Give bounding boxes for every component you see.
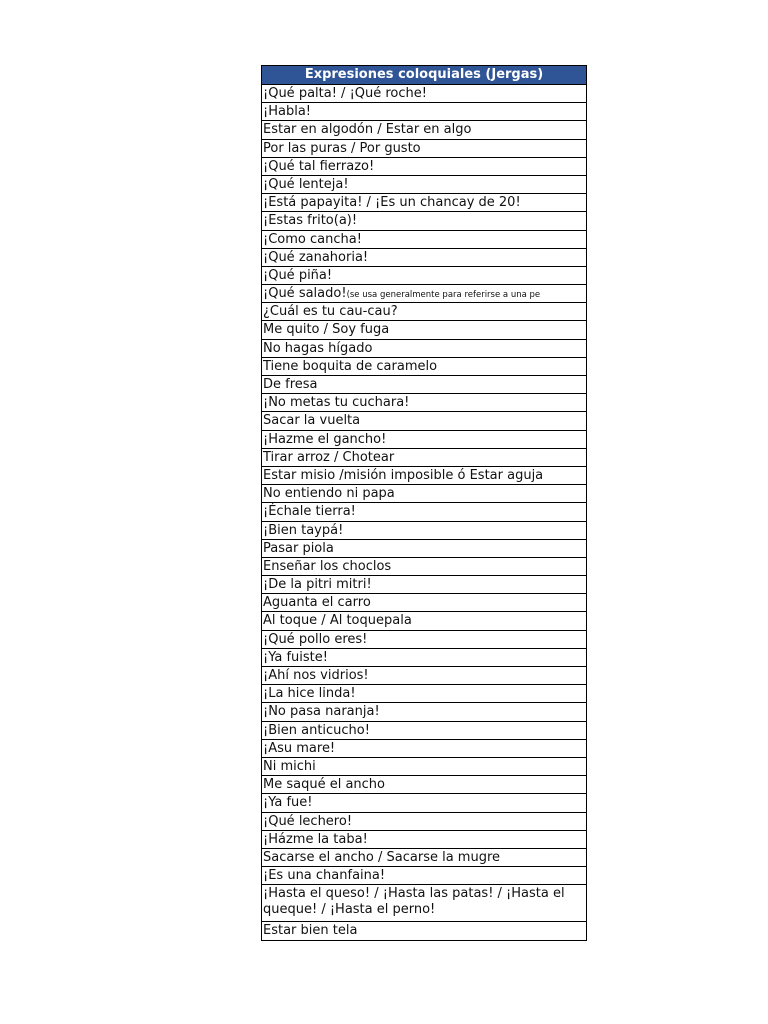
cell-text: ¡Estas frito(a)! [263, 213, 358, 229]
cell-text: ¡Ahí nos vidrios! [263, 668, 369, 683]
table-row[interactable] [262, 340, 586, 358]
table-row[interactable] [262, 394, 586, 412]
table-row[interactable] [262, 285, 586, 303]
table-row[interactable] [262, 303, 586, 321]
table-row[interactable] [262, 685, 586, 703]
cell-text: ¡Está papayita! / ¡Es un chancay de 20! [263, 195, 521, 211]
table-row[interactable] [262, 267, 586, 285]
cell-text: ¡Házme la taba! [263, 831, 368, 847]
cell-text: ¿Cuál es tu cau-cau? [263, 304, 398, 320]
cell-text: Sacarse el ancho / Sacarse la mugre [263, 849, 501, 865]
table-body [262, 85, 586, 940]
table-row[interactable] [262, 158, 586, 176]
table-row[interactable] [262, 867, 586, 885]
table-row[interactable] [262, 412, 586, 430]
cell-text: Me quito / Soy fuga [263, 322, 390, 338]
spreadsheet-table [261, 65, 587, 941]
table-row[interactable] [262, 758, 586, 776]
table-row[interactable] [262, 321, 586, 339]
table-row[interactable] [262, 649, 586, 667]
cell-text: ¡La hice linda! [263, 686, 356, 702]
table-row[interactable] [262, 885, 586, 921]
table-row[interactable] [262, 467, 586, 485]
cell-text: ¡Asu mare! [263, 740, 336, 756]
cell-text: Sacar la vuelta [263, 413, 361, 429]
cell-text: Tirar arroz / Chotear [263, 449, 395, 465]
table-row[interactable] [262, 667, 586, 685]
table-row[interactable] [262, 485, 586, 503]
table-row[interactable] [262, 194, 586, 212]
table-row[interactable] [262, 612, 586, 630]
table-row[interactable] [262, 540, 586, 558]
cell-text: ¡Habla! [263, 104, 311, 120]
table-row[interactable] [262, 813, 586, 831]
cell-text: ¡Qué palta! / ¡Qué roche! [263, 86, 427, 101]
cell-text: No hagas hígado [263, 340, 373, 356]
table-row[interactable] [262, 594, 586, 612]
cell-text: ¡Qué zanahoria! [263, 249, 369, 265]
table-row[interactable] [262, 376, 586, 394]
cell-note: (se usa generalmente para referirse a una pe [346, 290, 541, 301]
table-row[interactable] [262, 740, 586, 758]
table-row[interactable] [262, 558, 586, 576]
cell-text: Me saqué el ancho [263, 777, 385, 793]
table-row[interactable] [262, 576, 586, 594]
cell-text: ¡Qué lechero! [263, 813, 353, 829]
cell-text: ¡Hasta el queso! / ¡Hasta las patas! / ¡Hasta el queque! / ¡Hasta el perno! [263, 886, 565, 918]
table-row[interactable] [262, 703, 586, 721]
table-row[interactable] [262, 449, 586, 467]
table-row[interactable] [262, 522, 586, 540]
table-row[interactable] [262, 212, 586, 230]
cell-text: Enseñar los choclos [263, 558, 392, 574]
table-row[interactable] [262, 249, 586, 267]
cell-text: ¡Bien anticucho! [263, 722, 370, 738]
cell-text: ¡Ya fuiste! [263, 649, 328, 665]
table-row[interactable] [262, 831, 586, 849]
cell-text: ¡Qué tal fierrazo! [263, 158, 375, 174]
cell-text: Al toque / Al toquepala [263, 613, 412, 629]
cell-text: ¡Es una chanfaina! [263, 868, 386, 884]
table-row[interactable] [262, 85, 586, 103]
cell-text: ¡De la pitri mitri! [263, 577, 372, 593]
table-row[interactable] [262, 231, 586, 249]
cell-text: ¡Bien taypá! [263, 522, 344, 538]
cell-text: De fresa [263, 377, 318, 392]
cell-text: ¡Como cancha! [263, 231, 362, 247]
table-row[interactable] [262, 140, 586, 158]
cell-text: ¡Ya fue! [263, 795, 313, 811]
cell-text: ¡Qué salado! [263, 286, 347, 302]
cell-text: ¡No pasa naranja! [263, 704, 380, 720]
cell-text: Estar bien tela [263, 922, 358, 938]
table-row[interactable] [262, 794, 586, 812]
cell-text: Estar misio /misión imposible ó Estar aguja [263, 467, 544, 483]
table-row[interactable] [262, 121, 586, 139]
table-row[interactable] [262, 358, 586, 376]
table-row[interactable] [262, 776, 586, 794]
cell-text: Tiene boquita de caramelo [263, 358, 438, 374]
table-row[interactable] [262, 176, 586, 194]
table-header[interactable]: Expresiones coloquiales (Jergas) [262, 66, 586, 85]
cell-text: Estar en algodón / Estar en algo [263, 122, 472, 138]
cell-text: Pasar piola [263, 540, 334, 556]
cell-text: No entiendo ni papa [263, 486, 395, 502]
table-row[interactable] [262, 103, 586, 121]
table-row[interactable] [262, 722, 586, 740]
table-row[interactable] [262, 922, 586, 940]
cell-text: ¡Échale tierra! [263, 504, 356, 520]
cell-text: ¡No metas tu cuchara! [263, 395, 410, 411]
cell-text: ¡Hazme el gancho! [263, 431, 387, 447]
cell-text: Por las puras / Por gusto [263, 140, 421, 156]
cell-text: ¡Qué pollo eres! [263, 631, 368, 647]
cell-text: ¡Qué piña! [263, 267, 333, 283]
table-row[interactable] [262, 503, 586, 521]
table-row[interactable] [262, 631, 586, 649]
cell-text: Ni michi [263, 758, 316, 774]
table-row[interactable] [262, 431, 586, 449]
table-row[interactable] [262, 849, 586, 867]
cell-text: ¡Qué lenteja! [263, 176, 349, 192]
cell-text: Aguanta el carro [263, 595, 371, 611]
